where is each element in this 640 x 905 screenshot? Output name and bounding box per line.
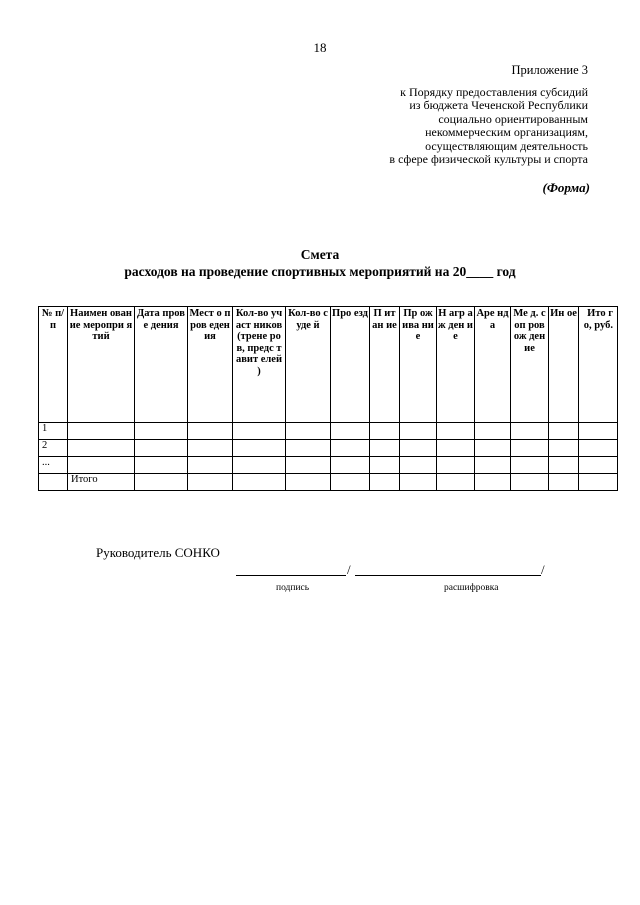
signature-role: Руководитель СОНКО <box>96 545 220 560</box>
column-header: Кол-во участ ников (трене ров, предс тавит елей ) <box>233 307 286 423</box>
table-cell <box>511 474 549 491</box>
signature-caption: подпись <box>276 583 310 593</box>
table-cell <box>400 423 437 440</box>
table-cell <box>68 423 135 440</box>
column-header: Кол-во суде й <box>286 307 331 423</box>
table-cell <box>188 423 233 440</box>
table-cell <box>549 474 579 491</box>
table-cell <box>286 440 331 457</box>
signature-line <box>236 575 346 576</box>
table-cell <box>549 457 579 474</box>
column-header: Ме д. соп ров ож ден ие <box>511 307 549 423</box>
table-cell <box>233 423 286 440</box>
table-cell <box>475 440 511 457</box>
table-cell: 2 <box>39 440 68 457</box>
table-row <box>39 457 618 474</box>
table-cell <box>437 440 475 457</box>
form-label: (Форма) <box>542 180 590 195</box>
column-header: Аре нда <box>475 307 511 423</box>
decoding-line <box>355 575 541 576</box>
table-cell <box>549 423 579 440</box>
title-line-2: расходов на проведение спортивных мероприятий на 20____ год <box>124 264 516 279</box>
table-cell <box>39 474 68 491</box>
table-total-row <box>39 474 618 491</box>
page-number: 18 <box>313 40 327 55</box>
table-cell <box>370 474 400 491</box>
column-header: № п/ п <box>39 307 68 423</box>
table-cell <box>233 474 286 491</box>
table-cell <box>400 474 437 491</box>
column-header: Про езд <box>331 307 370 423</box>
table-cell <box>188 457 233 474</box>
table-cell <box>579 457 618 474</box>
decoding-caption: расшифровка <box>444 583 499 593</box>
signature-slash: / <box>347 562 351 577</box>
table-cell <box>475 457 511 474</box>
table-cell <box>331 457 370 474</box>
table-cell <box>233 457 286 474</box>
table-cell <box>68 457 135 474</box>
table-cell <box>331 423 370 440</box>
table-cell <box>188 474 233 491</box>
table-cell <box>370 457 400 474</box>
table-cell <box>331 440 370 457</box>
table-cell <box>68 440 135 457</box>
table-cell: ... <box>39 457 68 474</box>
appendix-block <box>389 64 588 167</box>
title-line-1: Смета <box>300 247 340 262</box>
appendix-line: к Порядку предоставления субсидий <box>400 84 588 99</box>
table-cell <box>286 457 331 474</box>
table-cell <box>400 457 437 474</box>
table-cell: 1 <box>39 423 68 440</box>
document-title <box>0 246 640 280</box>
table-cell <box>579 423 618 440</box>
table-cell <box>188 440 233 457</box>
budget-table <box>38 306 618 491</box>
table-cell <box>233 440 286 457</box>
appendix-line: из бюджета Чеченской Республики <box>409 98 588 112</box>
table-cell <box>135 474 188 491</box>
table-cell <box>579 440 618 457</box>
table-cell <box>286 474 331 491</box>
table-row <box>39 423 618 440</box>
table-cell <box>511 440 549 457</box>
table-header-row <box>39 307 618 423</box>
column-header: П ит ан ие <box>370 307 400 423</box>
column-header: Ито го, руб. <box>579 307 618 423</box>
table-cell <box>286 423 331 440</box>
table-cell <box>437 474 475 491</box>
appendix-line: осуществляющим деятельность <box>425 138 588 153</box>
decoding-slash: / <box>541 562 545 577</box>
table-cell <box>475 423 511 440</box>
appendix-line: некоммерческим организациям, <box>425 125 588 139</box>
table-cell <box>475 474 511 491</box>
appendix-line: в сфере физической культуры и спорта <box>389 152 588 166</box>
table-cell <box>370 440 400 457</box>
table-cell <box>511 423 549 440</box>
appendix-title: Приложение 3 <box>511 63 588 77</box>
table-cell: Итого <box>68 474 135 491</box>
table-cell <box>135 457 188 474</box>
table-cell <box>370 423 400 440</box>
column-header: Пр ож ива ние <box>400 307 437 423</box>
appendix-line: социально ориентированным <box>438 111 588 126</box>
column-header: Н агр аж ден ие <box>437 307 475 423</box>
table-cell <box>331 474 370 491</box>
table-cell <box>511 457 549 474</box>
signature-block <box>96 545 566 605</box>
table-row <box>39 440 618 457</box>
table-cell <box>135 423 188 440</box>
table-cell <box>579 474 618 491</box>
column-header: Наимен ование меропри ятий <box>68 307 135 423</box>
table-cell <box>135 440 188 457</box>
column-header: Ин ое <box>549 307 579 423</box>
table-cell <box>437 457 475 474</box>
column-header: Дата прове дения <box>135 307 188 423</box>
table-cell <box>400 440 437 457</box>
table-cell <box>549 440 579 457</box>
column-header: Мест о пров еден ия <box>188 307 233 423</box>
table-cell <box>437 423 475 440</box>
